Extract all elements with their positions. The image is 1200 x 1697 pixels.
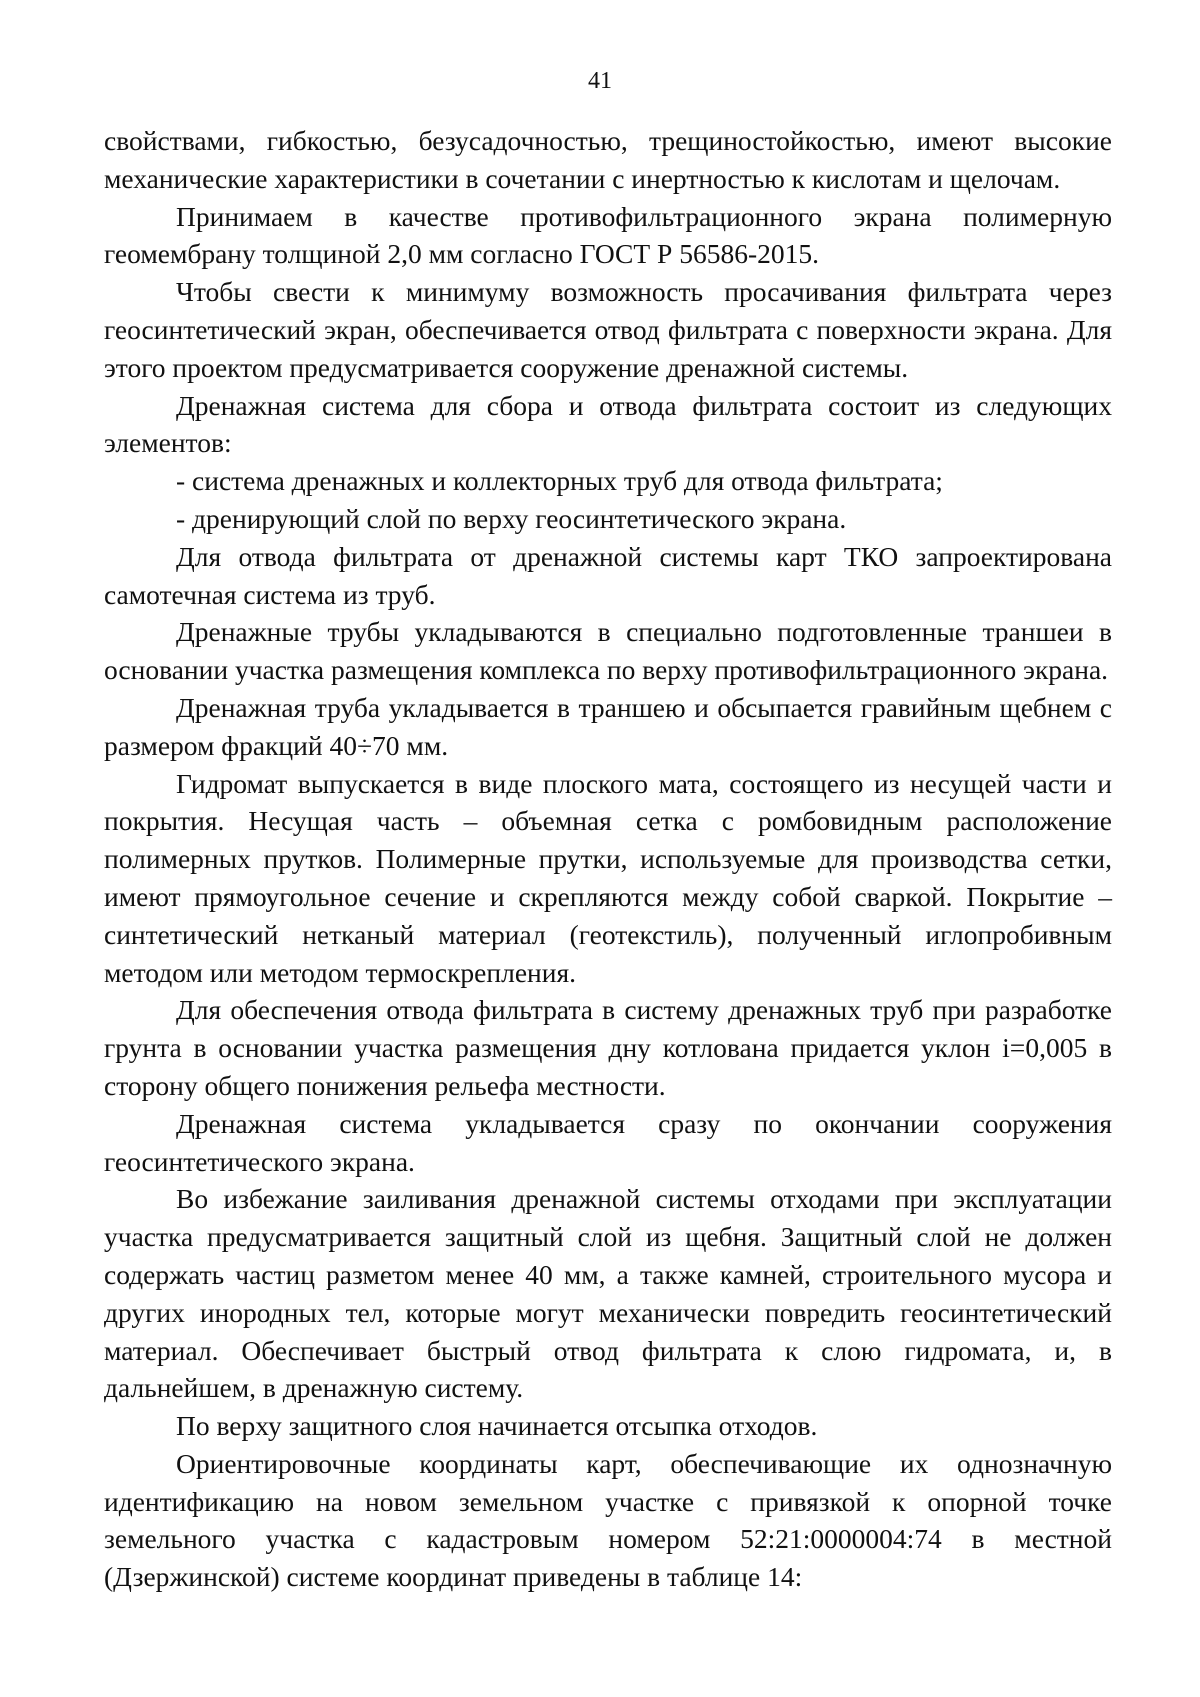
- list-item-pipes: - система дренажных и коллекторных труб для отвода фильтрата;: [176, 465, 943, 497]
- paragraph-hydromat: Гидромат выпускается в виде плоского мата, состоящего из несущей части и покрытия. Несущая часть – объемная сетка с ромбовидным расположение полимерных прутков. Полимерные прутки, используемые для производства сетки, имеют прямоугольное сечение и скрепляются между собой сваркой. Покрытие – синтетический нетканый материал (геотекстиль), полученный иглопробивным методом или методом термоскрепления.: [104, 767, 1112, 988]
- paragraph-trenches: Дренажные трубы укладываются в специально подготовленные траншеи в основании участка размещения комплекса по верху противофильтрационного экрана.: [104, 616, 1112, 686]
- paragraph-drain-pipe: Дренажная труба укладывается в траншею и обсыпается гравийным щебнем с размером фракций 40÷70 мм.: [104, 691, 1112, 761]
- paragraph-geomembrane: Принимаем в качестве противофильтрационного экрана полимерную геомембрану толщиной 2,0 мм согласно ГОСТ Р 56586-2015.: [104, 200, 1112, 270]
- paragraph-laying: Дренажная система укладывается сразу по окончании сооружения геосинтетического экрана.: [104, 1107, 1112, 1177]
- paragraph-slope: Для обеспечения отвода фильтрата в систему дренажных труб при разработке грунта в основании участка размещения дну котлована придается уклон i=0,005 в сторону общего понижения рельефа местности.: [104, 994, 1112, 1101]
- list-item-drain-layer: - дренирующий слой по верху геосинтетического экрана.: [176, 502, 847, 534]
- paragraph-waste-filling: По верху защитного слоя начинается отсыпка отходов.: [176, 1410, 818, 1442]
- paragraph-protective-layer: Во избежание заиливания дренажной системы отходами при эксплуатации участка предусматривается защитный слой из щебня. Защитный слой не должен содержать частиц разметом менее 40 мм, а также камней, строительного мусора и других инородных тел, которые могут механически повредить геосинтетический материал. Обеспечивает быстрый отвод фильтрата к слою гидромата, и, в дальнейшем, в дренажную систему.: [104, 1183, 1112, 1404]
- page-number: 41: [588, 68, 612, 94]
- paragraph-continuation: свойствами, гибкостью, безусадочностью, трещиностойкостью, имеют высокие механические характеристики в сочетании с инертностью к кислотам и щелочам.: [104, 125, 1112, 194]
- document-body: [104, 122, 1112, 1596]
- paragraph-gravity-system: Для отвода фильтрата от дренажной системы карт ТКО запроектирована самотечная система из труб.: [104, 540, 1112, 610]
- paragraph-coordinates: Ориентировочные координаты карт, обеспечивающие их однозначную идентификацию на новом земельном участке с привязкой к опорной точке земельного участка с кадастровым номером 52:21:0000004:74 в местной (Дзержинской) системе координат приведены в таблице 14:: [104, 1447, 1112, 1593]
- paragraph-filtrate-seepage: Чтобы свести к минимуму возможность просачивания фильтрата через геосинтетический экран, обеспечивается отвод фильтрата с поверхности экрана. Для этого проектом предусматривается сооружение дренажной системы.: [104, 276, 1112, 383]
- paragraph-drainage-elements: Дренажная система для сбора и отвода фильтрата состоит из следующих элементов:: [104, 389, 1112, 459]
